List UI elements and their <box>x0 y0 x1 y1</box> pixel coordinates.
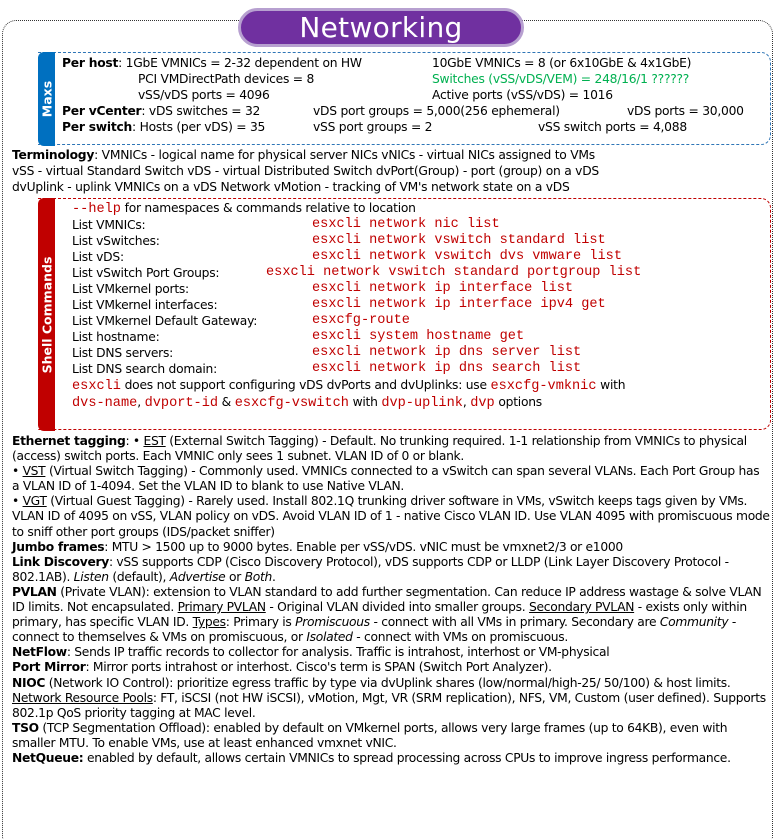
cmd-text: esxcli network ip dns search list <box>312 361 582 376</box>
maxs-row-1b: 10GbE VMNICs = 8 (or 6x10GbE & 4x1GbE) <box>432 56 692 70</box>
ethernet-tagging: Ethernet tagging: • EST (External Switch Tagging) - Default. No trunking required. 1-1 relationship from VMNICs to physical (access) switch ports. Each VMNIC only sees 1 subnet. VLAN ID of 0 or blank. • VST (Virtual Switch Tagging) - Commonly used. VMNICs connected to a vSwitch can span several VLANs. Each Port Group has a VLAN ID of 1-4094. Set the VLAN ID to blank to use Native VLAN. • VGT (Virtual Guest Tagging) - Rarely used. Install 802.1Q trunking driver software in VMs, vSwitch keeps tags given by VMs. VLAN ID of 4095 on vSS, VLAN policy on vDS. Avoid VLAN ID of 1 - native Cisco VLAN ID. Use VLAN 4095 with promiscuous mode to sniff other port groups (IDS/packet sniffer) Jumbo frames: MTU > 1500 up to 9000 bytes. Enable per vSS/vDS. vNIC must be vmxnet2/3 or e1000 Link Discovery: vSS supports CDP (Cisco Discovery Protocol), vDS supports CDP or LLDP (Link Layer Discovery Protocol - 802.1AB). Listen (default), Advertise or Both. PVLAN (Private VLAN): extension to VLAN standard to add further segmentation. Can reduce IP address wastage & solve VLAN ID limits. Not encapsulated. Primary PVLAN - Original VLAN divided into smaller groups. Secondary PVLAN - exists only within primary, has specific VLAN ID. Types: Primary is Promiscuous - connect with all VMs in primary. Secondary are Community - connect to themselves & VMs on promiscuous, or Isolated - connect with VMs on promiscuous. NetFlow: Sends IP traffic records to collector for analysis. Traffic is intrahost, interhost or VM-physical Port Mirror: Mirror ports intrahost or interhost. Cisco's term is SPAN (Switch Port Analyzer). NIOC (Network IO Control): prioritize egress traffic by type via dvUplink shares (low/normal/high-25/ 50/100) & host limits. Network Resource Pools: FT, iSCSI (not HW iSCSI), vMotion, Mgt, VR (SRM replication), NFS, VM, Custom (user defined). Supports 802.1p QoS priority tagging at MAC level. TSO (TCP Segmentation Offload): enabled by default on VMkernel ports, allows very large frames (up to 64KB), even with smaller MTU. To enable VMs, use at least enhanced vmxnet vNIC. NetQueue: enabled by default, allows certain VMNICs to spread processing across CPUs to improve ingress performance. <box>12 434 770 765</box>
cmd-text: esxcli network vswitch standard list <box>312 233 606 248</box>
cmd-label: List VMkernel interfaces: <box>72 298 218 312</box>
maxs-row-5a: Per switch: Hosts (per vDS) = 35 <box>62 120 266 134</box>
cmd-text: esxcli network vswitch standard portgroup list <box>266 265 642 280</box>
cmd-label: List VMkernel Default Gateway: <box>72 314 258 328</box>
cmd-label: List vSwitches: <box>72 234 160 248</box>
terminology-line-2: vSS - virtual Standard Switch vDS - virtual Distributed Switch dvPort(Group) - port (group) on a vDS <box>12 164 599 178</box>
cmd-text: esxcli network ip interface ipv4 get <box>312 297 606 312</box>
cmd-text: esxcli network vswitch dvs vmware list <box>312 249 622 264</box>
cmd-text: esxcli network ip interface list <box>312 281 574 296</box>
terminology-line-3: dvUplink - uplink VMNICs on a vDS Network vMotion - tracking of VM's network state on a vDS <box>12 180 570 194</box>
maxs-row-2a: PCI VMDirectPath devices = 8 <box>138 72 315 86</box>
terminology-line-1: Terminology: VMNICs - logical name for physical server NICs vNICs - virtual NICs assigned to VMs <box>12 148 595 162</box>
cmd-text: esxcli network ip dns server list <box>312 345 582 360</box>
maxs-row-1a: Per host: 1GbE VMNICs = 2-32 dependent on HW <box>62 56 362 70</box>
cmd-label: List vDS: <box>72 250 124 264</box>
page-title: Networking <box>238 8 524 47</box>
maxs-row-3a: vSS/vDS ports = 4096 <box>138 88 270 102</box>
cmd-label: List VMNICs: <box>72 218 146 232</box>
maxs-row-3b: Active ports (vSS/vDS) = 1016 <box>432 88 613 102</box>
maxs-row-4b: vDS port groups = 5,000(256 ephemeral) <box>313 104 560 118</box>
cmd-label: List DNS servers: <box>72 346 174 360</box>
maxs-tab-label: Maxs <box>39 80 54 118</box>
maxs-row-4c: vDS ports = 30,000 <box>627 104 744 118</box>
cmd-text: esxcli system hostname get <box>312 329 525 344</box>
cmd-label: List DNS search domain: <box>72 362 217 376</box>
maxs-row-2b: Switches (vSS/vDS/VEM) = 248/16/1 ?????? <box>432 72 690 86</box>
cmd-label: List hostname: <box>72 330 160 344</box>
shell-note-line-1: esxcli does not support configuring vDS dvPorts and dvUplinks: use esxcfg-vmknic with <box>72 378 626 394</box>
maxs-row-5c: vSS switch ports = 4,088 <box>538 120 687 134</box>
cmd-label: List VMkernel ports: <box>72 282 189 296</box>
maxs-row-5b: vSS port groups = 2 <box>313 120 433 134</box>
shell-note-line-2: dvs-name, dvport-id & esxcfg-vswitch with dvp-uplink, dvp options <box>72 395 542 411</box>
cmd-label: List vSwitch Port Groups: <box>72 266 220 280</box>
cmd-text: esxcli network nic list <box>312 217 500 232</box>
maxs-row-4a: Per vCenter: vDS switches = 32 <box>62 104 261 118</box>
shell-commands-tab-label: Shell Commands <box>39 256 54 373</box>
maxs-tab <box>38 52 55 146</box>
shell-commands-tab <box>38 198 55 431</box>
help-line: --help for namespaces & commands relative to location <box>72 201 416 217</box>
cmd-text: esxcfg-route <box>312 313 410 328</box>
